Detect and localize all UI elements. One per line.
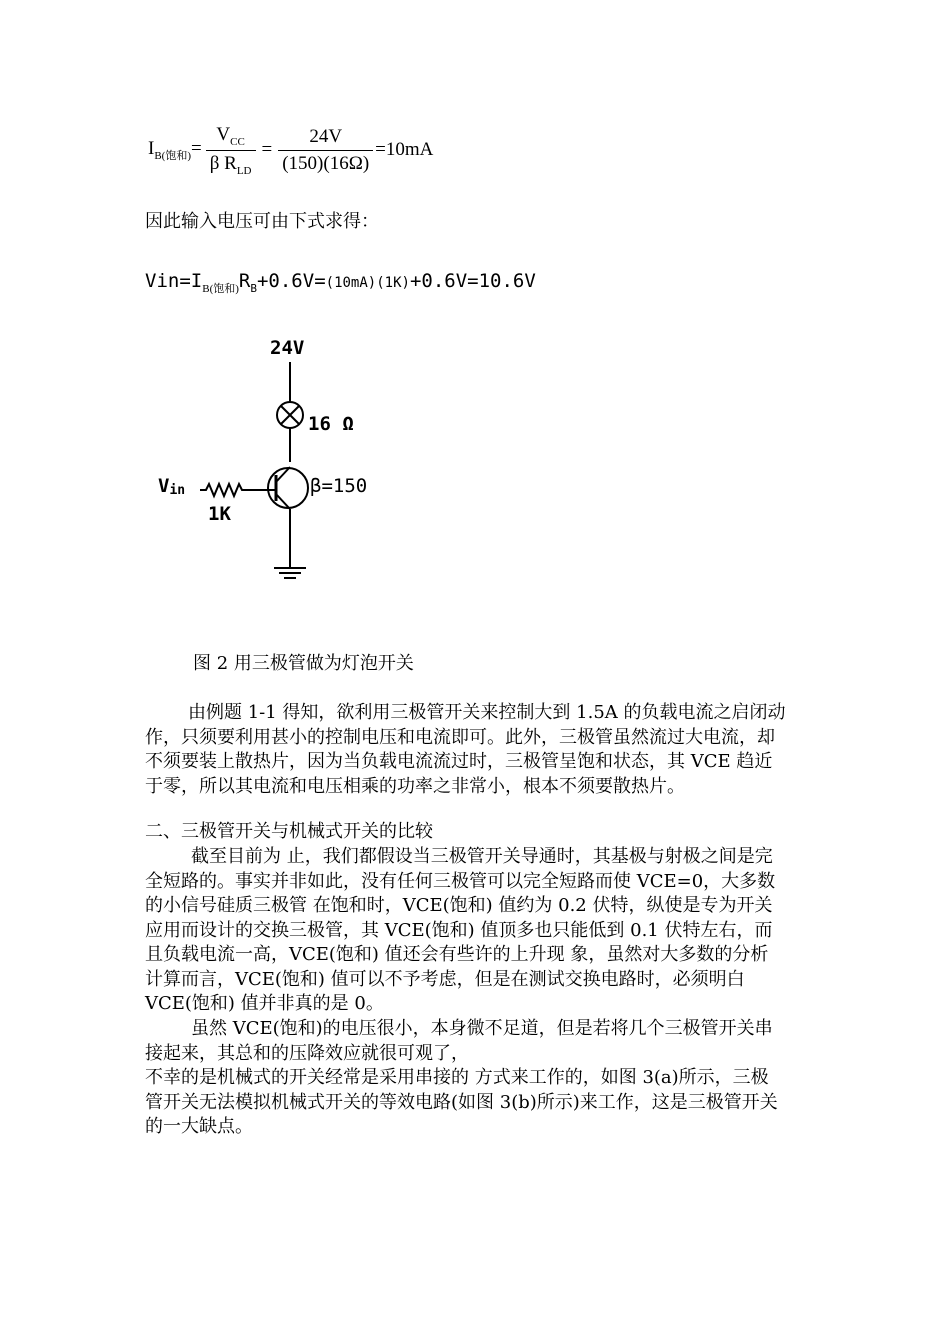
text-line: 虽然 VCE(饱和)的电压很小，本身微不足道，但是若将几个三极管开关串 [191, 1018, 773, 1039]
npn-transistor-symbol [268, 467, 308, 509]
text-line: 于零，所以其电流和电压相乘的功率之非常小，根本不须要散热片。 [145, 775, 685, 797]
transistor-switch-circuit [150, 330, 410, 590]
formula1-fraction-vcc: $\frac{V_{CC}}{\beta R_{LD}}$ [206, 124, 256, 177]
text-line: 计算而言，VCE(饱和) 值可以不予考虑，但是在测试交换电路时，必须明白 [145, 968, 745, 990]
text-line: 管开关无法模拟机械式开关的等效电路(如图 3(b)所示)来工作，这是三极管开关 [145, 1091, 778, 1113]
text-line: 的一大缺点。 [145, 1116, 253, 1137]
text-line: 的小信号硅质三极管 在饱和时，VCE(饱和) 值约为 0.2 伏特，纵使是专为开关 [145, 895, 773, 916]
text-line: 作，只须要利用甚小的控制电压和电流即可。此外，三极管虽然流过大电流，却 [145, 726, 775, 748]
formula1-lhs: $I_{B(饱和)}=$ [148, 137, 202, 162]
text-line: 接起来，其总和的压降效应就很可观了， [145, 1042, 469, 1064]
formula1-result: =10mA [375, 139, 434, 160]
formula1-fraction-values: $\frac{24V}{(150)(16\Omega)}$ [278, 126, 373, 175]
lamp-symbol [277, 402, 303, 428]
input-voltage-label: Vin [158, 475, 186, 498]
input-voltage-formula: $Vin=I_{B(饱和)}R_B+0.6V=(10mA)(1K)+0.6V=10.6V$ [145, 270, 536, 295]
intro-text: 因此输入电压可由下式求得： [145, 211, 379, 232]
lamp-resistance-label: 16 Ω [308, 413, 354, 435]
text-line: 不幸的是机械式的开关经常是采用串接的 方式来工作的，如图 3(a)所示，三极 [145, 1067, 769, 1088]
text-line: 应用而设计的交换三极管，其 VCE(饱和) 值顶多也只能低到 0.1 伏特左右，而 [145, 919, 773, 941]
saturation-current-formula [148, 118, 433, 182]
text-line: VCE(饱和) 值并非真的是 0。 [145, 993, 384, 1014]
resistor-value-label: 1K [208, 503, 231, 525]
supply-voltage-label: 24V [270, 337, 305, 359]
text-line: 截至目前为 止，我们都假设当三极管开关导通时，其基极与射极之间是完 [191, 846, 773, 867]
text-line: 且负载电流一高，VCE(饱和) 值还会有些许的上升现 象，虽然对大多数的分析 [145, 944, 769, 965]
formula1-equals: = [261, 139, 273, 160]
text-line: 由例题 1-1 得知，欲利用三极管开关来控制大到 1.5A 的负载电流之启闭动 [188, 702, 786, 723]
paragraph-load-current [145, 701, 786, 799]
paragraph-series-drawback [145, 1017, 778, 1140]
figure-caption: 图 2 用三极管做为灯泡开关 [193, 653, 414, 674]
ground-symbol [274, 568, 306, 578]
section-heading: 二、三极管开关与机械式开关的比较 [145, 821, 433, 842]
text-line: 不须要装上散热片，因为当负载电流流过时，三极管呈饱和状态，其 VCE 趋近 [145, 751, 773, 772]
paragraph-vce-saturation [145, 845, 775, 1017]
beta-label: β=150 [310, 475, 368, 497]
base-resistor-symbol [200, 484, 276, 496]
text-line: 全短路的。事实并非如此，没有任何三极管可以完全短路而使 VCE=0，大多数 [145, 870, 776, 892]
